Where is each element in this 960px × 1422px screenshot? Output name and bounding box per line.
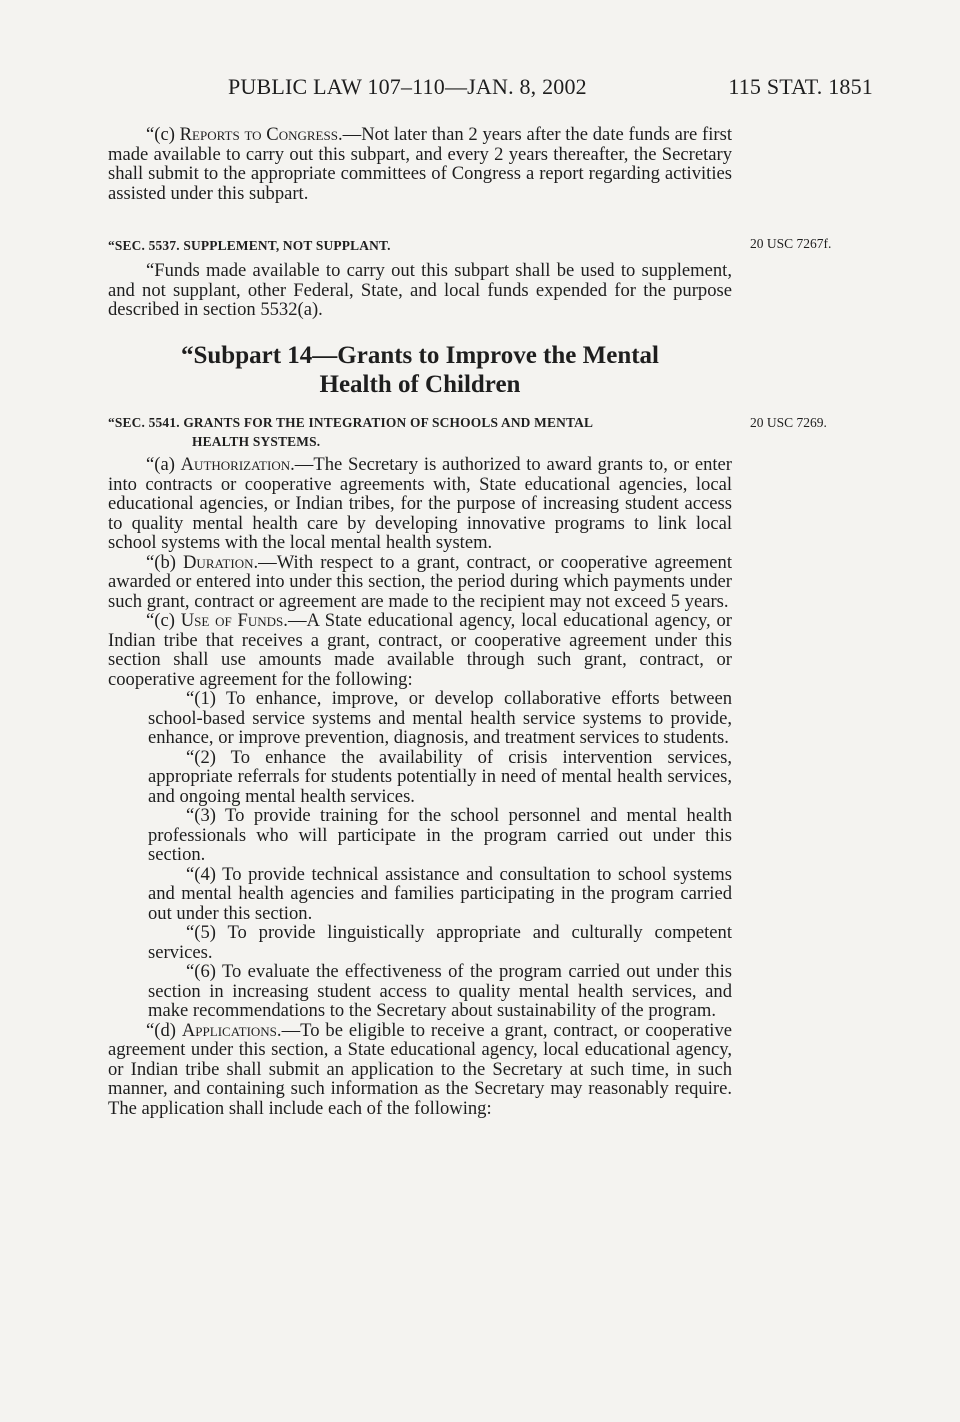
subpart-heading bbox=[108, 341, 732, 399]
subpart-heading-line1: “Subpart 14—Grants to Improve the Mental bbox=[180, 342, 659, 369]
margin-note-7269: 20 USC 7269. bbox=[750, 415, 827, 430]
use-of-funds-paragraph: “(c) Use of Funds.—A State educational agency, local educational agency, or Indian tribe that receives a grant, contract, or cooperative agreement under this section shall use amounts made available through such grant, contract, or cooperative agreement for the following: bbox=[108, 610, 732, 690]
duration-heading: Duration. bbox=[183, 551, 259, 573]
margin-note-7267f: 20 USC 7267f. bbox=[750, 236, 832, 251]
law-title: PUBLIC LAW 107–110—JAN. 8, 2002 bbox=[228, 74, 587, 99]
reports-paragraph: “(c) Reports to Congress.—Not later than 2 years after the date funds are first made available to carry out this subpart, and every 2 years thereafter, the Secretary shall submit to the appropriate committees of Congress a report regarding activities assisted under this subpart. bbox=[108, 124, 732, 204]
use-of-funds-heading: Use of Funds. bbox=[180, 610, 288, 631]
sec-5541-heading bbox=[108, 413, 732, 451]
list-item: “(1) To enhance, improve, or develop collaborative efforts between school-based service systems and mental health service systems to provide, enhance, or improve prevention, diagnosis, and treatment services to students. bbox=[148, 688, 732, 748]
sec-5537-block bbox=[108, 236, 732, 320]
reports-block bbox=[108, 125, 732, 203]
list-item: “(3) To provide training for the school personnel and mental health professionals who will participate in the program carried out under this section. bbox=[148, 805, 732, 865]
sec-5537-paragraph: “Funds made available to carry out this subpart shall be used to supplement, and not supplant, other Federal, State, and local funds expended for the purpose described in section 5532(a). bbox=[108, 260, 732, 320]
reports-heading: Reports to Congress. bbox=[179, 124, 343, 145]
sec-5541-heading-line2: HEALTH SYSTEMS. bbox=[192, 434, 321, 449]
list-item: “(5) To provide linguistically appropriate and culturally competent services. bbox=[148, 922, 732, 963]
sec-5537-heading: “SEC. 5537. SUPPLEMENT, NOT SUPPLANT. bbox=[108, 238, 391, 253]
sec-5541-block bbox=[108, 413, 732, 1118]
list-item: “(4) To provide technical assistance and consultation to school systems and mental health agencies and families participating in the program carried out under this section. bbox=[148, 863, 732, 924]
sec-5541-heading-line1: “SEC. 5541. GRANTS FOR THE INTEGRATION OF SCHOOLS AND MENTAL bbox=[108, 415, 594, 430]
authorization-paragraph: “(a) Authorization.—The Secretary is authorized to award grants to, or enter into contracts or cooperative agreements with, State educational agencies, local educational agencies, or Indian tribes, for the purpose of increasing student access to quality mental health care by developing innovative programs to link local school systems with the local mental health system. bbox=[108, 454, 732, 553]
authorization-heading: Authorization. bbox=[180, 454, 295, 475]
list-item: “(2) To enhance the availability of crisis intervention services, appropriate referrals for students potentially in need of mental health services, and ongoing mental health services. bbox=[148, 746, 732, 807]
list-item: “(6) To evaluate the effectiveness of the program carried out under this section in increasing student access to quality mental health services, and make recommendations to the Secretary about sustainability of the program. bbox=[148, 961, 732, 1021]
duration-paragraph: “(b) Duration.—With respect to a grant, contract, or cooperative agreement awarded or entered into under this section, the period during which payments under such grant, contract or agreement are made to the recipient may not exceed 5 years. bbox=[108, 551, 732, 612]
applications-paragraph: “(d) Applications.—To be eligible to receive a grant, contract, or cooperative agreement under this section, a State educational agency, local educational agency, or Indian tribe shall submit an application to the Secretary at such time, in such manner, and containing such information as the Secretary may reasonably require. The application shall include each of the following: bbox=[108, 1019, 732, 1119]
stat-page-number: 115 STAT. 1851 bbox=[728, 74, 873, 99]
running-header bbox=[228, 74, 873, 106]
applications-heading: Applications. bbox=[181, 1019, 282, 1041]
subpart-heading-line2: Health of Children bbox=[319, 371, 521, 398]
